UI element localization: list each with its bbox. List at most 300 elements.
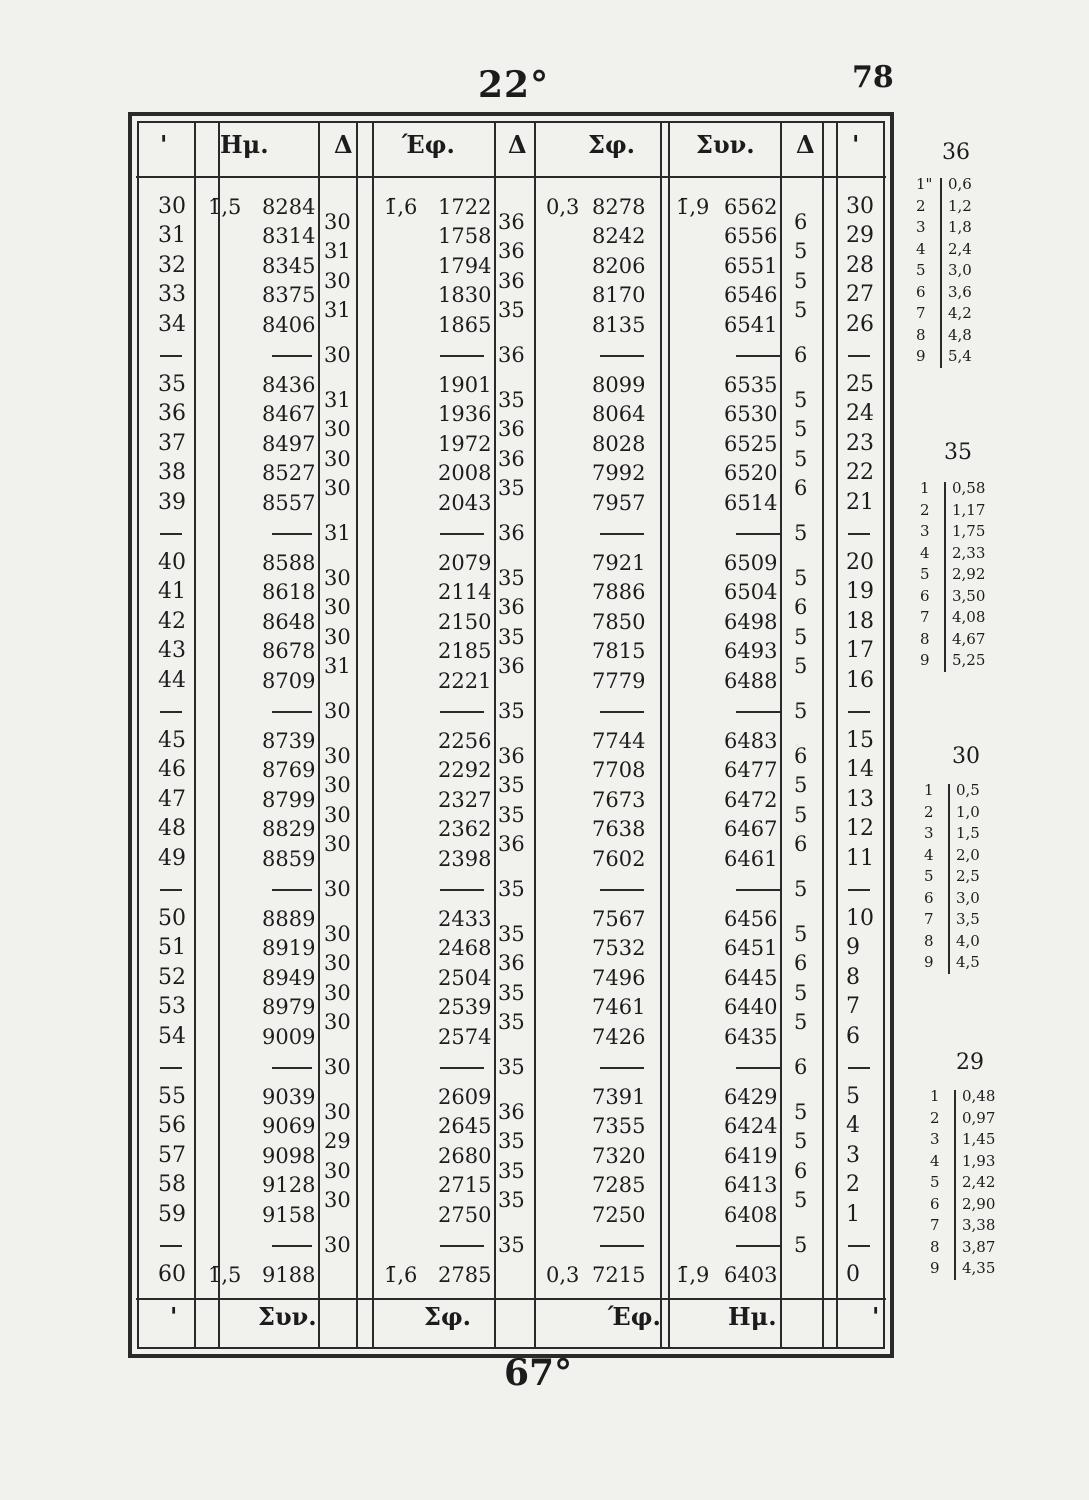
difference-cosine: 5 bbox=[794, 1099, 808, 1124]
cosine-value: 6525 bbox=[724, 431, 778, 456]
pp-digit: 3 bbox=[924, 824, 934, 842]
pp-value: 1,0 bbox=[956, 802, 980, 821]
header-label: Δ bbox=[796, 130, 815, 159]
difference-sine: 31 bbox=[324, 297, 351, 322]
sine-value: 8557 bbox=[262, 490, 316, 515]
minute-label-right: 17 bbox=[846, 638, 874, 664]
group-separator bbox=[736, 533, 780, 535]
tangent-value: 2504 bbox=[438, 965, 492, 990]
column-divider bbox=[356, 122, 358, 1348]
cotangent-prefix: 0,3 bbox=[546, 1263, 580, 1287]
cosine-value: 6461 bbox=[724, 846, 778, 871]
tangent-prefix: 1̄,6 bbox=[384, 1263, 418, 1287]
sine-prefix: 1̄,5 bbox=[208, 1263, 242, 1287]
tangent-value: 2362 bbox=[438, 817, 492, 842]
sine-value: 8284 bbox=[262, 195, 316, 219]
column-divider bbox=[194, 122, 196, 1348]
difference-sine: 30 bbox=[324, 475, 351, 500]
sine-value: 9188 bbox=[262, 1263, 316, 1287]
minute-label-right: 28 bbox=[846, 252, 874, 278]
difference-tangent: 35 bbox=[498, 1187, 525, 1212]
difference-tangent: 35 bbox=[498, 698, 525, 723]
sine-value: 8375 bbox=[262, 283, 316, 308]
pp-digit: 4 bbox=[924, 845, 934, 864]
tangent-value: 2468 bbox=[438, 936, 492, 961]
difference-cosine: 5 bbox=[794, 624, 808, 649]
header-rule bbox=[136, 176, 886, 178]
pp-value: 4,35 bbox=[962, 1259, 996, 1277]
difference-tangent: 36 bbox=[498, 520, 525, 545]
cosine-value: 6456 bbox=[724, 907, 778, 931]
group-separator bbox=[600, 355, 644, 357]
pp-value: 4,0 bbox=[956, 931, 980, 950]
minute-label: 33 bbox=[158, 282, 186, 308]
pp-value: 2,33 bbox=[952, 543, 986, 562]
cotangent-value: 7461 bbox=[592, 995, 646, 1020]
pp-digit: 9 bbox=[920, 651, 930, 669]
tangent-value: 2008 bbox=[438, 461, 492, 486]
difference-cosine: 5 bbox=[794, 921, 808, 946]
pp-value: 4,8 bbox=[948, 325, 972, 344]
difference-tangent: 35 bbox=[498, 1232, 525, 1257]
minute-label-right: 9 bbox=[846, 935, 860, 961]
minute-label: 35 bbox=[158, 372, 186, 397]
pp-digit: 8 bbox=[924, 931, 934, 950]
difference-tangent: 36 bbox=[498, 417, 525, 442]
pp-value: 0,48 bbox=[962, 1087, 996, 1105]
difference-cosine: 5 bbox=[794, 802, 808, 827]
group-separator bbox=[440, 1245, 484, 1247]
header-label: Δ bbox=[334, 130, 353, 159]
difference-tangent: 36 bbox=[498, 1099, 525, 1124]
difference-cosine: 5 bbox=[794, 387, 808, 412]
degree-top: 22° bbox=[478, 64, 550, 106]
pp-digit: 4 bbox=[930, 1151, 940, 1170]
minute-label: 51 bbox=[158, 935, 186, 961]
cotangent-value: 7285 bbox=[592, 1173, 646, 1198]
minute-label-right: 18 bbox=[846, 608, 874, 634]
difference-sine: 30 bbox=[324, 1009, 351, 1034]
cotangent-value: 7426 bbox=[592, 1024, 646, 1049]
sine-value: 9069 bbox=[262, 1114, 316, 1139]
tangent-value: 1901 bbox=[438, 373, 492, 397]
difference-tangent: 35 bbox=[498, 802, 525, 827]
tangent-value: 1865 bbox=[438, 312, 492, 337]
minute-label: 42 bbox=[158, 608, 186, 634]
cosine-prefix: 1̄,9 bbox=[676, 1263, 710, 1287]
minute-label-right: 21 bbox=[846, 489, 874, 515]
cosine-value: 6467 bbox=[724, 817, 778, 842]
difference-sine: 30 bbox=[324, 417, 351, 442]
cotangent-value: 8028 bbox=[592, 431, 646, 456]
pp-digit: 1 bbox=[930, 1087, 940, 1105]
cosine-value: 6445 bbox=[724, 965, 778, 990]
minute-label: 38 bbox=[158, 460, 186, 486]
pp-digit: 8 bbox=[930, 1237, 940, 1256]
sine-value: 8949 bbox=[262, 965, 316, 990]
group-separator bbox=[272, 533, 312, 535]
header-label: ' bbox=[852, 130, 860, 159]
sine-value: 9128 bbox=[262, 1173, 316, 1198]
group-separator bbox=[440, 889, 484, 891]
cotangent-value: 7957 bbox=[592, 490, 646, 515]
cotangent-value: 7215 bbox=[592, 1263, 646, 1287]
tangent-value: 2185 bbox=[438, 639, 492, 664]
sine-value: 8618 bbox=[262, 580, 316, 605]
difference-sine: 30 bbox=[324, 1232, 351, 1257]
cosine-value: 6535 bbox=[724, 373, 778, 397]
minute-label-right: 2 bbox=[846, 1172, 860, 1198]
pp-digit: 6 bbox=[924, 888, 934, 907]
tangent-value: 2574 bbox=[438, 1024, 492, 1049]
minute-label: 34 bbox=[158, 311, 186, 337]
sine-value: 8709 bbox=[262, 668, 316, 693]
minute-label: 31 bbox=[158, 223, 186, 249]
footer-label: ' bbox=[872, 1302, 880, 1331]
header-label: Σφ. bbox=[588, 130, 636, 159]
pp-value: 2,5 bbox=[956, 867, 980, 885]
sine-value: 8345 bbox=[262, 253, 316, 278]
footer-label: ' bbox=[170, 1302, 178, 1331]
minute-label-right: 16 bbox=[846, 667, 874, 693]
minute-label: 58 bbox=[158, 1172, 186, 1198]
sine-value: 8919 bbox=[262, 936, 316, 961]
difference-tangent: 36 bbox=[498, 239, 525, 264]
group-separator bbox=[440, 711, 484, 713]
group-separator bbox=[600, 889, 644, 891]
cosine-value: 6413 bbox=[724, 1173, 778, 1198]
difference-tangent: 35 bbox=[498, 475, 525, 500]
pp-digit: 8 bbox=[916, 325, 926, 344]
sine-value: 8739 bbox=[262, 729, 316, 753]
group-separator bbox=[272, 355, 312, 357]
sine-value: 9158 bbox=[262, 1202, 316, 1227]
header-label: Έφ. bbox=[402, 130, 455, 159]
minute-label: 36 bbox=[158, 401, 186, 427]
sine-value: 8406 bbox=[262, 312, 316, 337]
difference-cosine: 6 bbox=[794, 831, 808, 856]
column-divider bbox=[780, 122, 782, 1348]
tangent-value: 2785 bbox=[438, 1263, 492, 1287]
cotangent-value: 7532 bbox=[592, 936, 646, 961]
difference-cosine: 5 bbox=[794, 1009, 808, 1034]
cotangent-value: 7567 bbox=[592, 907, 646, 931]
tangent-value: 1972 bbox=[438, 431, 492, 456]
difference-sine: 30 bbox=[324, 802, 351, 827]
minute-label-right: 27 bbox=[846, 282, 874, 308]
tangent-value: 1794 bbox=[438, 253, 492, 278]
tangent-value: 2292 bbox=[438, 758, 492, 783]
minute-label-right: 6 bbox=[846, 1023, 860, 1049]
sine-value: 8436 bbox=[262, 373, 316, 397]
minute-label-right: 30 bbox=[846, 194, 874, 219]
difference-cosine: 5 bbox=[794, 773, 808, 798]
pp-value: 3,0 bbox=[948, 261, 972, 279]
difference-cosine: 5 bbox=[794, 268, 808, 293]
cosine-value: 6419 bbox=[724, 1143, 778, 1168]
group-separator bbox=[600, 533, 644, 535]
difference-sine: 31 bbox=[324, 239, 351, 264]
minute-label: 37 bbox=[158, 430, 186, 456]
group-separator bbox=[600, 1245, 644, 1247]
difference-sine: 30 bbox=[324, 1099, 351, 1124]
difference-sine: 31 bbox=[324, 520, 351, 545]
pp-digit: 9 bbox=[930, 1259, 940, 1277]
difference-sine: 30 bbox=[324, 209, 351, 234]
cotangent-value: 7921 bbox=[592, 551, 646, 575]
column-divider bbox=[372, 122, 374, 1348]
tangent-value: 1722 bbox=[438, 195, 492, 219]
difference-sine: 30 bbox=[324, 268, 351, 293]
difference-cosine: 6 bbox=[794, 209, 808, 234]
tangent-value: 2150 bbox=[438, 609, 492, 634]
pp-value: 0,6 bbox=[948, 175, 972, 193]
sine-value: 8829 bbox=[262, 817, 316, 842]
pp-digit: 7 bbox=[916, 304, 926, 322]
pp-value: 3,87 bbox=[962, 1237, 996, 1256]
difference-cosine: 5 bbox=[794, 1129, 808, 1154]
pp-digit: 9 bbox=[916, 347, 926, 365]
minute-label-right: 4 bbox=[846, 1113, 860, 1139]
minute-label-right: 11 bbox=[846, 845, 874, 871]
pp-digit: 2 bbox=[920, 500, 930, 519]
cosine-value: 6556 bbox=[724, 224, 778, 249]
difference-cosine: 5 bbox=[794, 876, 808, 901]
pp-digit: 2 bbox=[924, 802, 934, 821]
group-separator bbox=[272, 1067, 312, 1069]
minute-label-right: 15 bbox=[846, 728, 874, 753]
group-separator bbox=[736, 355, 780, 357]
footer-label: Ημ. bbox=[728, 1302, 777, 1331]
header-label: Συν. bbox=[696, 130, 755, 159]
difference-tangent: 36 bbox=[498, 342, 525, 367]
group-separator bbox=[736, 711, 780, 713]
minute-label-right: 14 bbox=[846, 757, 874, 783]
cosine-value: 6509 bbox=[724, 551, 778, 575]
difference-tangent: 35 bbox=[498, 1054, 525, 1079]
pp-digit: 7 bbox=[920, 608, 930, 626]
difference-sine: 30 bbox=[324, 743, 351, 768]
difference-tangent: 36 bbox=[498, 653, 525, 678]
pp-digit: 9 bbox=[924, 953, 934, 971]
cotangent-value: 8242 bbox=[592, 224, 646, 249]
cosine-value: 6477 bbox=[724, 758, 778, 783]
tangent-value: 1830 bbox=[438, 283, 492, 308]
cotangent-prefix: 0,3 bbox=[546, 195, 580, 219]
minute-label-right: 10 bbox=[846, 906, 874, 931]
pp-title: 36 bbox=[942, 140, 970, 165]
pp-digit: 1 bbox=[924, 781, 934, 799]
tangent-value: 2609 bbox=[438, 1085, 492, 1109]
difference-sine: 30 bbox=[324, 624, 351, 649]
header-label: Ημ. bbox=[220, 130, 269, 159]
difference-tangent: 36 bbox=[498, 209, 525, 234]
tangent-prefix: 1̄,6 bbox=[384, 195, 418, 219]
difference-sine: 30 bbox=[324, 980, 351, 1005]
tangent-value: 2256 bbox=[438, 729, 492, 753]
minute-label: 39 bbox=[158, 489, 186, 515]
cotangent-value: 8206 bbox=[592, 253, 646, 278]
cotangent-value: 8135 bbox=[592, 312, 646, 337]
pp-value: 5,25 bbox=[952, 651, 986, 669]
minute-label: 60 bbox=[158, 1262, 186, 1287]
pp-digit: 6 bbox=[930, 1194, 940, 1213]
difference-sine: 30 bbox=[324, 831, 351, 856]
difference-tangent: 36 bbox=[498, 446, 525, 471]
cosine-value: 6488 bbox=[724, 668, 778, 693]
pp-title: 29 bbox=[956, 1050, 984, 1075]
cosine-value: 6493 bbox=[724, 639, 778, 664]
cotangent-value: 7320 bbox=[592, 1143, 646, 1168]
cosine-value: 6435 bbox=[724, 1024, 778, 1049]
pp-digit: 5 bbox=[924, 867, 934, 885]
cosine-value: 6408 bbox=[724, 1202, 778, 1227]
footer-label: Συν. bbox=[258, 1302, 317, 1331]
pp-value: 2,42 bbox=[962, 1173, 996, 1191]
cosine-value: 6424 bbox=[724, 1114, 778, 1139]
cosine-value: 6514 bbox=[724, 490, 778, 515]
difference-cosine: 5 bbox=[794, 446, 808, 471]
group-separator bbox=[600, 1067, 644, 1069]
pp-value: 3,5 bbox=[956, 910, 980, 928]
degree-bottom: 67° bbox=[504, 1352, 573, 1394]
cotangent-value: 7673 bbox=[592, 787, 646, 812]
difference-tangent: 36 bbox=[498, 743, 525, 768]
column-divider bbox=[836, 122, 838, 1348]
difference-cosine: 5 bbox=[794, 297, 808, 322]
pp-digit: 5 bbox=[930, 1173, 940, 1191]
cosine-value: 6520 bbox=[724, 461, 778, 486]
minute-label-right: 22 bbox=[846, 460, 874, 486]
cosine-value: 6504 bbox=[724, 580, 778, 605]
pp-digit: 5 bbox=[916, 261, 926, 279]
difference-sine: 30 bbox=[324, 921, 351, 946]
cotangent-value: 7638 bbox=[592, 817, 646, 842]
group-separator bbox=[848, 889, 870, 891]
pp-digit: 6 bbox=[920, 586, 930, 605]
cosine-value: 6551 bbox=[724, 253, 778, 278]
pp-divider bbox=[944, 482, 946, 672]
sine-value: 8497 bbox=[262, 431, 316, 456]
difference-sine: 30 bbox=[324, 951, 351, 976]
minute-label: 32 bbox=[158, 252, 186, 278]
cotangent-value: 8278 bbox=[592, 195, 646, 219]
sine-value: 8314 bbox=[262, 224, 316, 249]
pp-title: 35 bbox=[944, 440, 972, 465]
pp-divider bbox=[948, 784, 950, 974]
pp-digit: 7 bbox=[930, 1216, 940, 1234]
tangent-value: 2539 bbox=[438, 995, 492, 1020]
pp-value: 2,92 bbox=[952, 565, 986, 583]
page-number: 78 bbox=[852, 60, 894, 95]
minute-label: 45 bbox=[158, 728, 186, 753]
minute-label: 53 bbox=[158, 994, 186, 1020]
difference-tangent: 35 bbox=[498, 921, 525, 946]
cotangent-value: 7886 bbox=[592, 580, 646, 605]
pp-value: 2,0 bbox=[956, 845, 980, 864]
column-divider bbox=[494, 122, 496, 1348]
minute-label: 49 bbox=[158, 845, 186, 871]
pp-value: 3,50 bbox=[952, 586, 986, 605]
pp-value: 1,5 bbox=[956, 824, 980, 842]
tangent-value: 2433 bbox=[438, 907, 492, 931]
cotangent-value: 7250 bbox=[592, 1202, 646, 1227]
difference-cosine: 6 bbox=[794, 342, 808, 367]
cosine-value: 6562 bbox=[724, 195, 778, 219]
minute-label: 44 bbox=[158, 667, 186, 693]
header-label: Δ bbox=[508, 130, 527, 159]
cosine-value: 6440 bbox=[724, 995, 778, 1020]
difference-sine: 30 bbox=[324, 342, 351, 367]
tangent-value: 2079 bbox=[438, 551, 492, 575]
minute-label-right: 29 bbox=[846, 223, 874, 249]
pp-value: 1,8 bbox=[948, 218, 972, 236]
difference-tangent: 36 bbox=[498, 831, 525, 856]
group-separator bbox=[600, 711, 644, 713]
cosine-value: 6403 bbox=[724, 1263, 778, 1287]
difference-tangent: 36 bbox=[498, 951, 525, 976]
header-label: ' bbox=[160, 130, 168, 159]
sine-value: 8859 bbox=[262, 846, 316, 871]
cosine-value: 6546 bbox=[724, 283, 778, 308]
difference-sine: 30 bbox=[324, 1158, 351, 1183]
cotangent-value: 7602 bbox=[592, 846, 646, 871]
difference-cosine: 5 bbox=[794, 1187, 808, 1212]
cosine-value: 6530 bbox=[724, 402, 778, 427]
column-divider bbox=[822, 122, 824, 1348]
difference-cosine: 5 bbox=[794, 565, 808, 590]
column-divider bbox=[218, 122, 220, 1348]
difference-cosine: 6 bbox=[794, 1158, 808, 1183]
difference-sine: 30 bbox=[324, 565, 351, 590]
cosine-value: 6498 bbox=[724, 609, 778, 634]
minute-label-right: 13 bbox=[846, 786, 874, 812]
pp-value: 3,6 bbox=[948, 282, 972, 301]
sine-prefix: 1̄,5 bbox=[208, 195, 242, 219]
group-separator bbox=[272, 711, 312, 713]
cosine-value: 6451 bbox=[724, 936, 778, 961]
tangent-value: 2327 bbox=[438, 787, 492, 812]
pp-value: 2,90 bbox=[962, 1194, 996, 1213]
difference-tangent: 35 bbox=[498, 624, 525, 649]
cosine-value: 6429 bbox=[724, 1085, 778, 1109]
pp-digit: 2 bbox=[930, 1108, 940, 1127]
tangent-value: 2750 bbox=[438, 1202, 492, 1227]
difference-cosine: 6 bbox=[794, 595, 808, 620]
sine-value: 8588 bbox=[262, 551, 316, 575]
pp-value: 4,5 bbox=[956, 953, 980, 971]
pp-value: 0,58 bbox=[952, 479, 986, 497]
difference-cosine: 6 bbox=[794, 1054, 808, 1079]
cotangent-value: 7744 bbox=[592, 729, 646, 753]
minute-label: 46 bbox=[158, 757, 186, 783]
minute-label: 55 bbox=[158, 1084, 186, 1109]
tangent-value: 2114 bbox=[438, 580, 492, 605]
cotangent-value: 7815 bbox=[592, 639, 646, 664]
pp-digit: 3 bbox=[916, 218, 926, 236]
pp-value: 4,2 bbox=[948, 304, 972, 322]
pp-digit: 5 bbox=[920, 565, 930, 583]
pp-value: 3,0 bbox=[956, 888, 980, 907]
difference-cosine: 5 bbox=[794, 239, 808, 264]
pp-value: 0,5 bbox=[956, 781, 980, 799]
sine-value: 8527 bbox=[262, 461, 316, 486]
sine-value: 8799 bbox=[262, 787, 316, 812]
minute-label: 47 bbox=[158, 786, 186, 812]
group-separator bbox=[736, 1245, 780, 1247]
pp-digit: 3 bbox=[930, 1130, 940, 1148]
cosine-value: 6541 bbox=[724, 312, 778, 337]
